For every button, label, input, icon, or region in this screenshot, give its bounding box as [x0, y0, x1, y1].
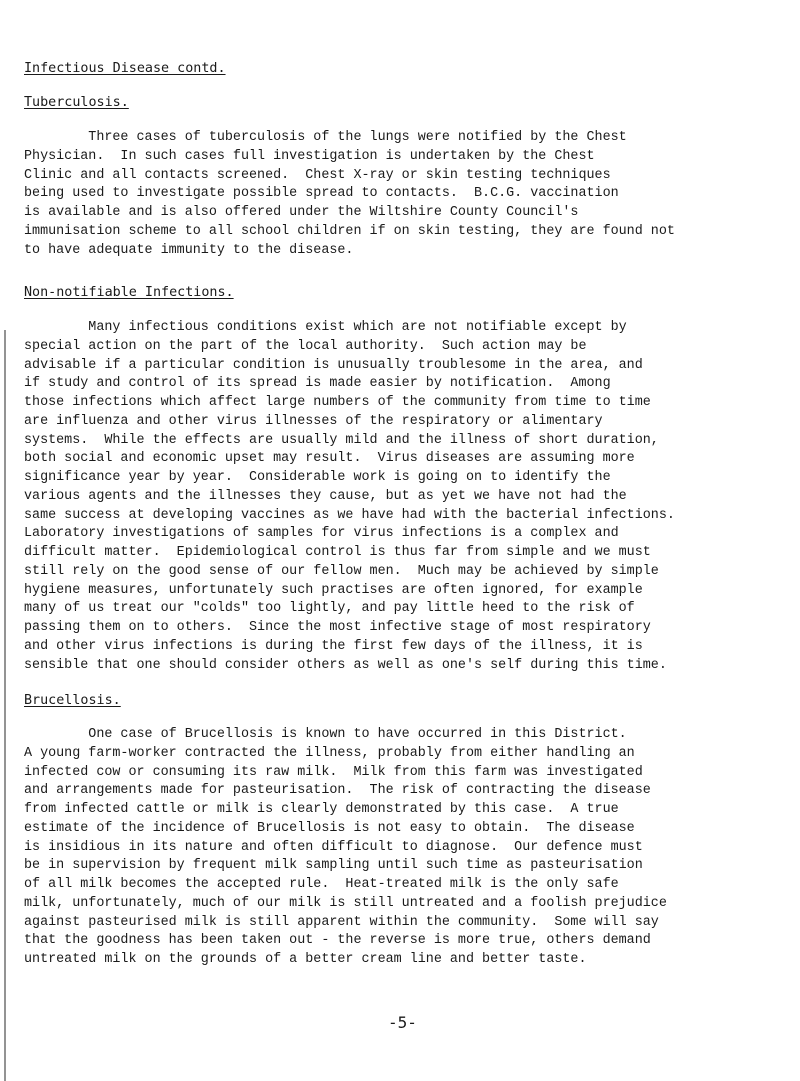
brucellosis-paragraph: One case of Brucellosis is known to have occurred in this District. A young farm-worker contracted the illness, probably from either handling an infected cow or consuming its raw milk. Milk from this farm was investigated and arrangements made for pasteurisation. The risk of contracting the disease from infected cattle or milk is clearly demonstrated by this case. A true estimate of the incidence of Brucellosis is not easy to obtain. The disease is insidious in its nature and often difficult to diagnose. Our defence must be in supervision by frequent milk sampling until such time as pasteurisation of all milk becomes the accepted rule. Heat-treated milk is the only safe milk, unfortunately, much of our milk is still untreated and a foolish prejudice against pasteurised milk is still apparent within the community. Some will say that the goodness has been taken out - the reverse is more true, others demand untreated milk on the grounds of a better cream line and better taste.	[24, 727, 667, 967]
brucellosis-heading: Brucellosis.	[24, 693, 121, 708]
binding-margin-line	[4, 330, 6, 1081]
tuberculosis-heading: Tuberculosis.	[24, 95, 129, 110]
tuberculosis-paragraph: Three cases of tuberculosis of the lungs were notified by the Chest Physician. In such cases full investigation is undertaken by the Chest Clinic and all contacts screened. Chest X-ray or skin testing techniques being used to investigate possible spread to contacts. B.C.G. vaccination is available and is also offered under the Wiltshire County Council's immunisation scheme to all school children if on skin testing, they are found not to have adequate immunity to the disease.	[24, 130, 675, 258]
section-title: Infectious Disease contd.	[24, 61, 226, 76]
page-number: -5-	[388, 1013, 417, 1032]
non-notifiable-heading: Non-notifiable Infections.	[24, 285, 234, 300]
non-notifiable-paragraph: Many infectious conditions exist which are not notifiable except by special action on the part of the local authority. Such action may be advisable if a particular condition is unusually troublesome in the area, and if study and control of its spread is made easier by notification. Among those infections which affect large numbers of the community from time to time are influenza and other virus illnesses of the respiratory or alimentary systems. While the effects are usually mild and the illness of short duration, both social and economic upset may result. Virus diseases are assuming more significance year by year. Considerable work is going on to identify the various agents and the illnesses they cause, but as yet we have not had the same success at developing vaccines as we have had with the bacterial infections. Laboratory investigations of samples for virus infections is a complex and difficult matter. Epidemiological control is thus far from simple and we must still rely on the good sense of our fellow men. Much may be achieved by simple hygiene measures, unfortunately such practises are often ignored, for example many of us treat our "colds" too lightly, and pay little heed to the risk of passing them on to others. Since the most infective stage of most respiratory and other virus infections is during the first few days of the illness, it is sensible that one should consider others as well as one's self during this time.	[24, 320, 675, 673]
